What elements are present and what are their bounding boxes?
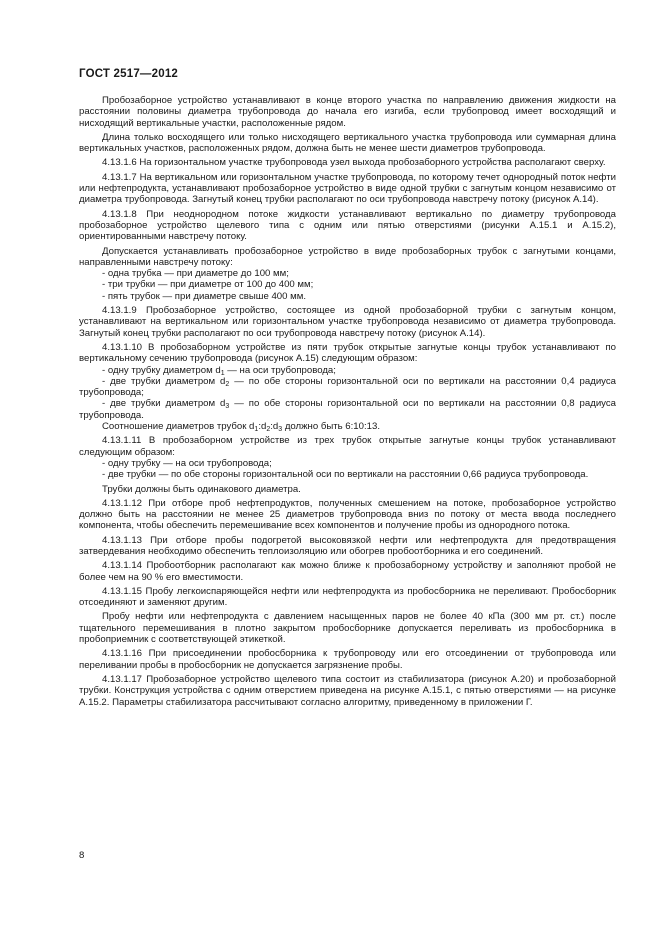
diameter-ratio (79, 421, 616, 432)
list-item: - одну трубку — на оси трубопровода; (102, 457, 272, 469)
paragraph-4-13-1-10: 4.13.1.10 В пробозаборном устройстве из пяти трубок открытые загнутые концы трубок устанавливают по вертикальному сечению трубопровода (рисунок А.15) следующим образом: (79, 341, 616, 365)
list-item-d3 (79, 398, 616, 421)
paragraph-4-13-1-17: 4.13.1.17 Пробозаборное устройство щелевого типа состоит из стабилизатора (рисунок А.20) и пробозаборной трубки. Конструкция устройства с одним отверстием приведена на рисунке А.15.1, с пятью отверстиями — на рисунке А.15.2. Параметры стабилизатора рассчитывают согласно алгоритму, приведенному в приложении Г. (79, 673, 616, 708)
subscript: 3 (278, 426, 283, 434)
list-item-text: — по обе стороны горизонтальной оси по вертикали на расстоянии 0,8 радиуса трубопровода. (79, 398, 616, 421)
paragraph-4-13-1-15: 4.13.1.15 Пробу легкоиспаряющейся нефти или нефтепродукта из пробосборника не переливают. Пробосборник отсоединяют и заменяют другим. (79, 585, 616, 609)
text: должно быть 6:10:13. (282, 421, 380, 433)
text: :d (270, 421, 279, 433)
paragraph: Пробозаборное устройство устанавливают в конце второго участка по направлению движения жидкости на расстоянии половины диаметра трубопровода до начала его изгиба, если трубопровод имеет восходящий и нисходящий вертикальные участки, расположенные рядом. (79, 95, 616, 129)
subscript: 1 (254, 426, 259, 434)
paragraph-4-13-1-9: 4.13.1.9 Пробозаборное устройство, состоящее из одной пробозаборной трубки с загнутым концом, устанавливают на вертикальном или горизонтальном участке трубопровода независимо от диаметра трубопровода. Загнутый конец трубки располагают по оси трубопровода навстречу потоку (рисунок А.14). (79, 305, 616, 339)
paragraph-4-13-1-6: 4.13.1.6 На горизонтальном участке трубопровода узел выхода пробозаборного устройства располагают сверху. (102, 157, 606, 169)
subscript: 2 (266, 426, 271, 434)
text: Соотношение диаметров трубок d (102, 421, 255, 433)
paragraph: Пробу нефти или нефтепродукта с давлением насыщенных паров не более 40 кПа (300 мм рт. ст.) после тщательного перемешивания в плотно закрытом пробосборнике допускается переливать из пробосборника в пробоприемник с соответствующей этикеткой. (79, 611, 616, 646)
list-item: - три трубки — при диаметре от 100 до 400 мм; (102, 279, 314, 291)
subscript: 3 (225, 403, 230, 411)
list-item-text: - две трубки диаметром d (102, 398, 226, 410)
document-body (79, 95, 616, 711)
list-item-d1 (79, 365, 616, 376)
list-item-d2 (79, 376, 616, 399)
paragraph-4-13-1-12: 4.13.1.12 При отборе проб нефтепродуктов, полученных смешением на потоке, пробозаборное устройство должно быть на расстоянии не менее 25 диаметров трубопровода вниз по потоку от места ввода последнего компонента, чтобы обеспечить перемешивание всех компонентов и получение пробы из однородного потока. (79, 497, 616, 532)
list-item-text: — по обе стороны горизонтальной оси по вертикали на расстоянии 0,4 радиуса трубопровода; (79, 375, 616, 399)
paragraph-4-13-1-13: 4.13.1.13 При отборе пробы подогретой высоковязкой нефти или нефтепродукта для предотвращения затвердевания необходимо обеспечить теплоизоляцию или обогрев пробоотборника и его соединений. (79, 534, 616, 557)
paragraph-4-13-1-7: 4.13.1.7 На вертикальном или горизонтальном участке трубопровода, по которому течет однородный поток нефти или нефтепродукта, устанавливают пробозаборное устройство в виде одной трубки с загнутым концом независимо от диаметра трубопровода. Загнутый конец трубки располагают по оси трубопровода навстречу потоку (рисунок А.14). (79, 171, 616, 206)
list-item-text: — на оси трубопровода; (224, 364, 336, 376)
subscript: 2 (225, 380, 230, 388)
paragraph-4-13-1-14: 4.13.1.14 Пробоотборник располагают как можно ближе к пробозаборному устройству и заполняют пробой не более чем на 90 % его вместимости. (79, 560, 616, 583)
page-number: 8 (79, 850, 85, 861)
paragraph-4-13-1-8: 4.13.1.8 При неоднородном потоке жидкости устанавливают вертикально по диаметру трубопровода пробозаборное устройство щелевого типа с одним или пятью отверстиями (рисунки А.15.1 и А.15.2), ориентированными навстречу потоку. (79, 208, 616, 243)
paragraph: Допускается устанавливать пробозаборное устройство в виде пробозаборных трубок с загнутыми концами, направленными навстречу потоку: (79, 245, 616, 268)
paragraph: Длина только восходящего или только нисходящего вертикального участка трубопровода или суммарная длина вертикальных участков, расположенных рядом, должна быть не менее шести диаметров трубопровода. (79, 131, 616, 155)
list-item-text: - две трубки диаметром d (102, 375, 226, 387)
list-item: - пять трубок — при диаметре свыше 400 мм. (102, 290, 306, 302)
text: :d (258, 421, 267, 433)
list-item: - две трубки — по обе стороны горизонтальной оси по вертикали на расстоянии 0,66 радиуса трубопровода. (102, 469, 589, 481)
list-item: - одна трубка — при диаметре до 100 мм; (102, 268, 289, 280)
paragraph: Трубки должны быть одинакового диаметра. (102, 483, 301, 495)
paragraph-4-13-1-11: 4.13.1.11 В пробозаборном устройстве из трех трубок открытые загнутые концы трубок устанавливают следующим образом: (79, 435, 616, 458)
subscript: 1 (220, 369, 225, 377)
document-header: ГОСТ 2517—2012 (79, 68, 179, 80)
list-item-text: - одну трубку диаметром d (102, 364, 221, 376)
paragraph-4-13-1-16: 4.13.1.16 При присоединении пробосборника к трубопроводу или его отсоединении от трубопровода или переливании пробы в пробосборник не допускается загрязнение пробы. (79, 648, 616, 671)
